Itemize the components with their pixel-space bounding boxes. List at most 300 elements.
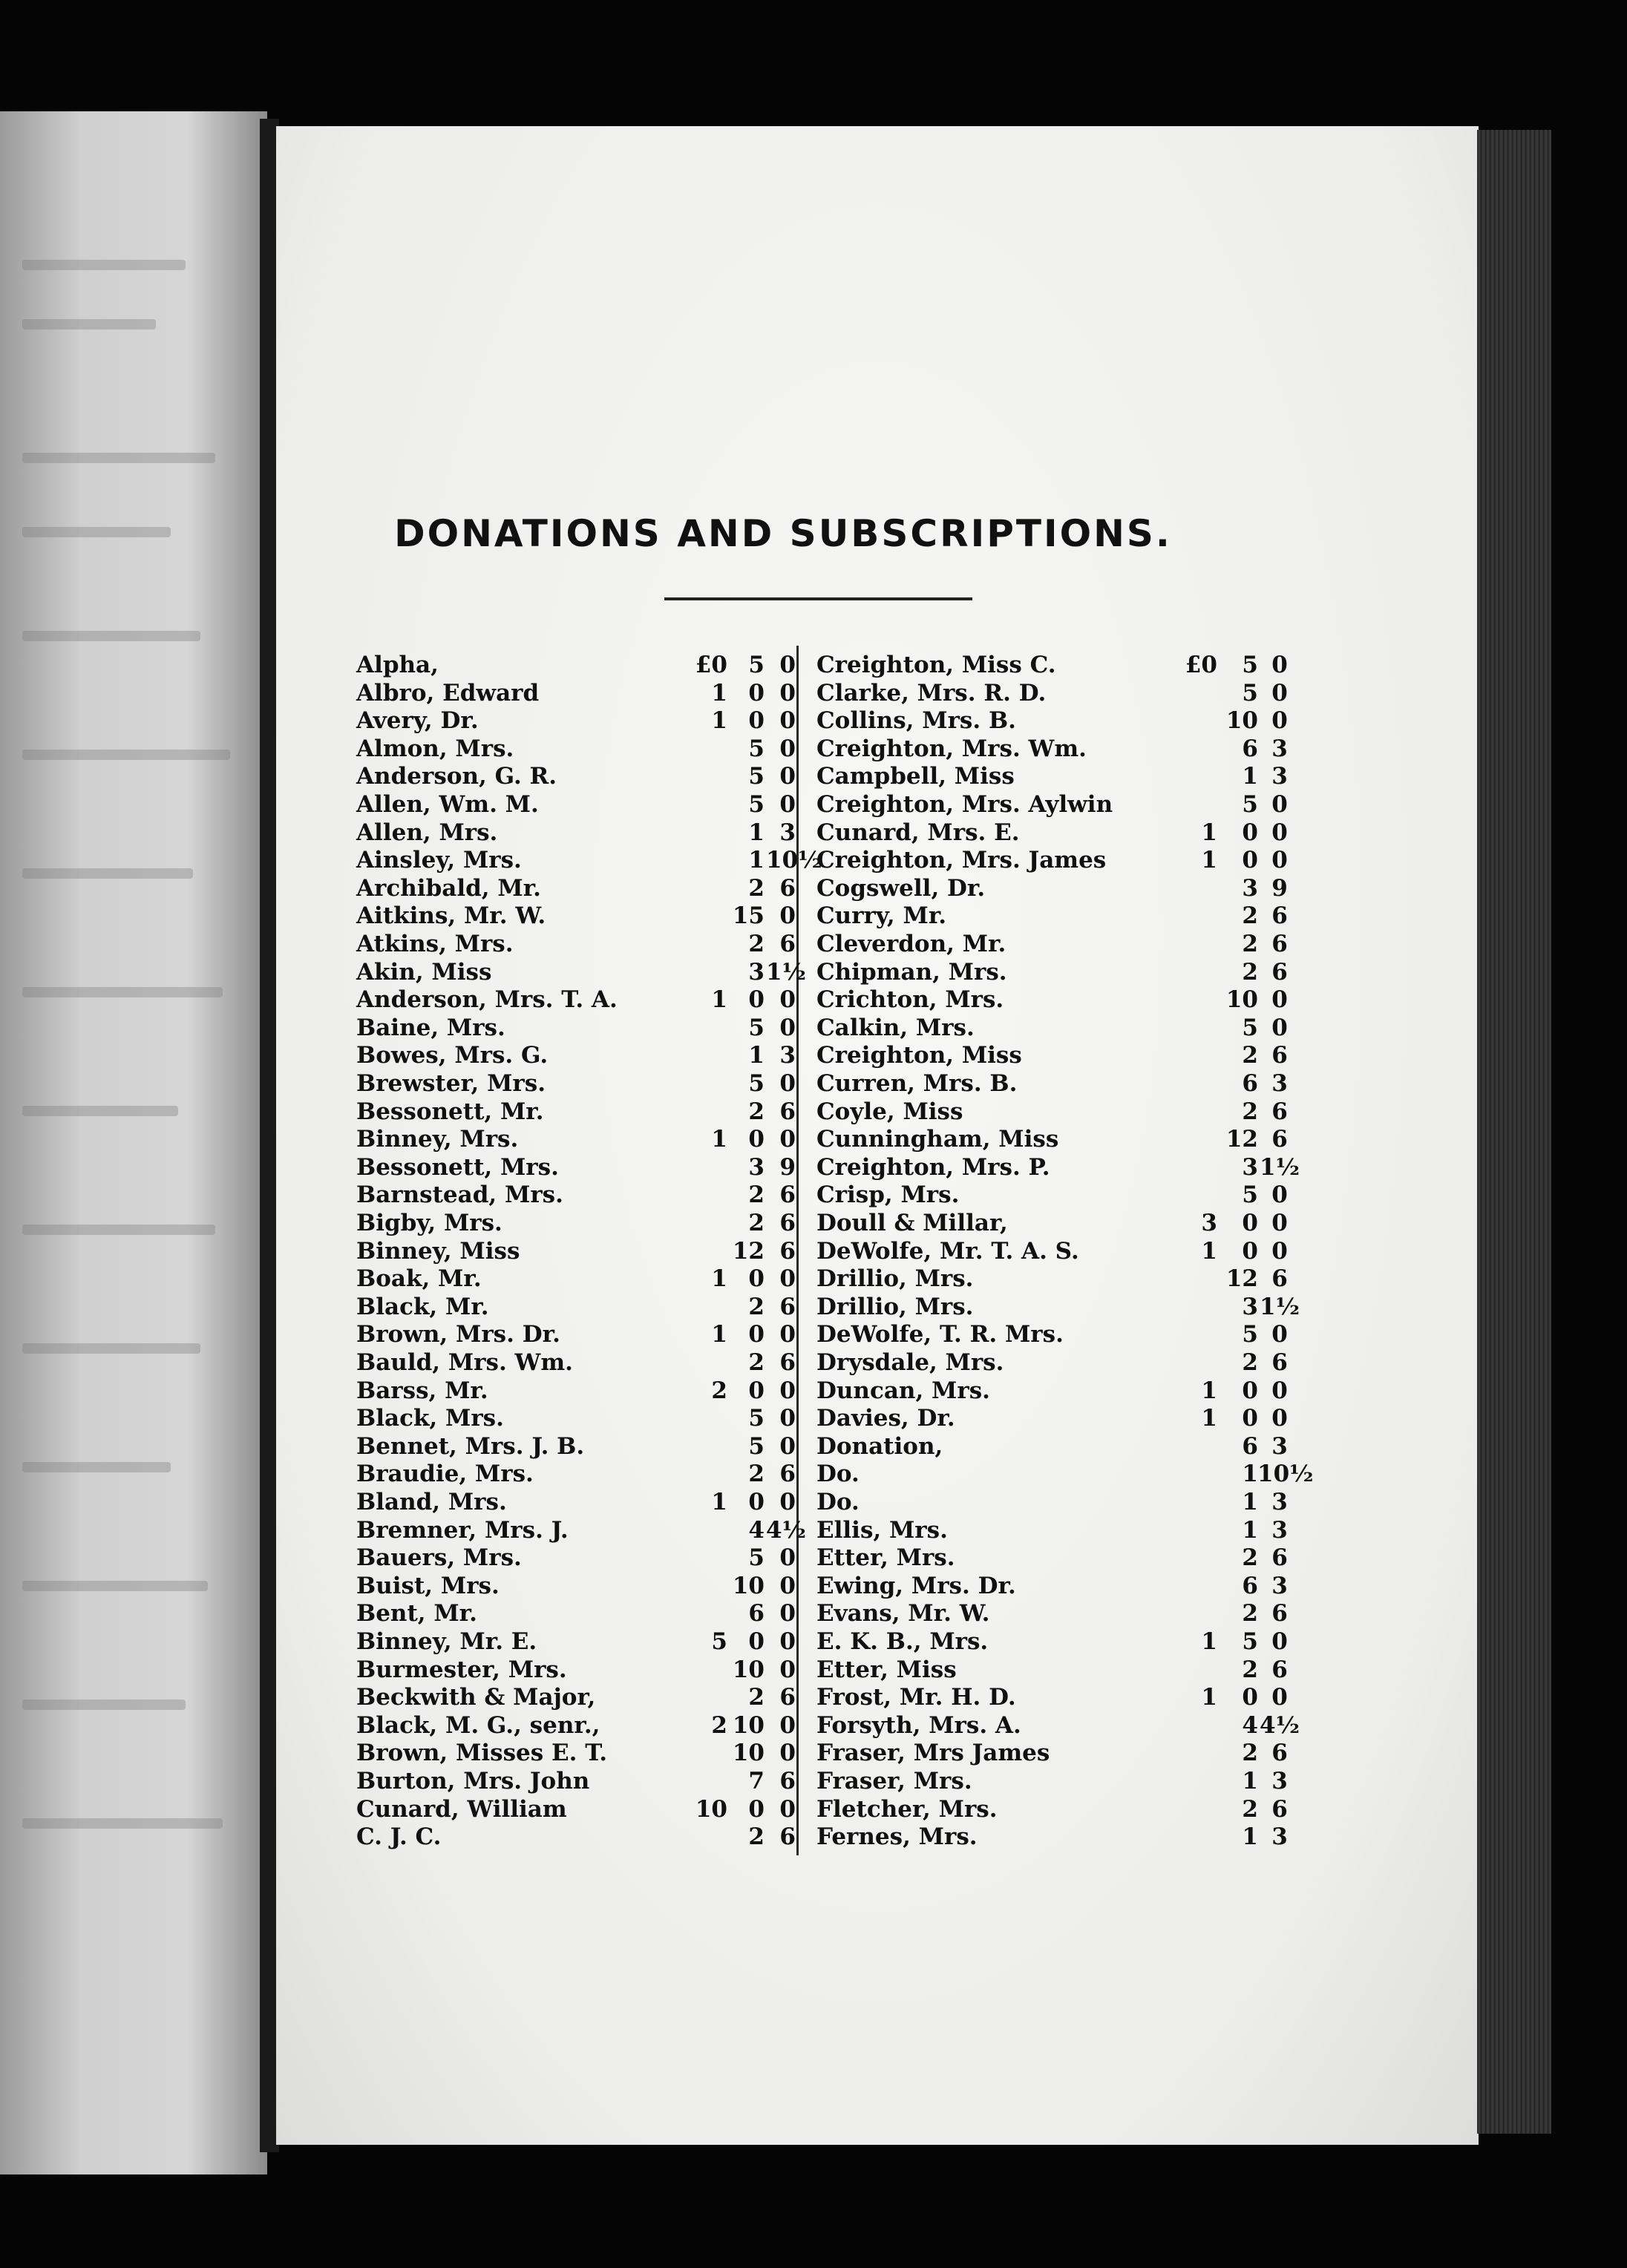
amount-shillings: 2 — [748, 1181, 765, 1209]
amount-pence: 0 — [1271, 707, 1288, 735]
donation-entry — [356, 875, 802, 902]
amount-pence: 3 — [1271, 1768, 1288, 1795]
amount-shillings: 6 — [748, 1600, 765, 1628]
amount-pence: 6 — [1271, 1544, 1288, 1572]
amount-shillings: 1 — [748, 819, 765, 846]
amount-shillings: 0 — [1242, 1405, 1258, 1432]
amount-pounds: 10 — [695, 1795, 727, 1823]
donor-name: Black, Mr. — [356, 1293, 489, 1320]
donor-name: Calkin, Mrs. — [816, 1014, 975, 1041]
amount-shillings: 12 — [732, 1237, 765, 1265]
amount-shillings: 5 — [748, 1405, 765, 1432]
amount-shillings: 10 — [732, 1656, 765, 1683]
amount-pence: 6 — [1271, 1600, 1288, 1628]
donor-name: Forsyth, Mrs. A. — [816, 1711, 1021, 1739]
amount-shillings: 4 — [748, 1516, 765, 1544]
amount-pence: 1½ — [1260, 1153, 1300, 1181]
amount-pence: 6 — [779, 1210, 796, 1236]
amount-pence: 0 — [779, 1126, 796, 1153]
amount-shillings: 10 — [732, 1740, 765, 1767]
donor-name: Anderson, Mrs. T. A. — [356, 986, 618, 1014]
amount-pounds: 2 — [711, 1377, 727, 1404]
amount-shillings: 5 — [1242, 652, 1258, 678]
donation-entry — [816, 763, 1288, 790]
amount-pence: 3 — [1271, 735, 1288, 762]
amount-shillings: 6 — [1242, 1070, 1258, 1097]
amount-pounds: £0 — [1185, 652, 1217, 678]
donor-name: Binney, Mr. E. — [356, 1628, 537, 1655]
amount-shillings: 6 — [1242, 1572, 1258, 1599]
amount-pence: 0 — [779, 1795, 796, 1823]
donation-entry — [816, 1070, 1288, 1097]
amount-shillings: 0 — [1242, 1210, 1258, 1236]
donor-name: Almon, Mrs. — [356, 735, 514, 762]
amount-shillings: 5 — [748, 763, 765, 790]
amount-shillings: 2 — [1242, 958, 1258, 986]
amount-pence: 0 — [779, 1014, 796, 1041]
amount-pence: 3 — [1271, 1432, 1288, 1460]
amount-pence: 6 — [1271, 1126, 1288, 1153]
amount-pence: 6 — [1271, 958, 1288, 986]
amount-pence: 6 — [1271, 1740, 1288, 1767]
donor-name: Allen, Mrs. — [356, 819, 498, 846]
donation-entry — [356, 791, 802, 818]
donation-entry — [816, 1432, 1288, 1460]
amount-shillings: 2 — [748, 1823, 765, 1851]
amount-pence: 4½ — [1260, 1711, 1300, 1739]
donation-entry — [356, 1461, 802, 1487]
amount-shillings: 5 — [1242, 1321, 1258, 1348]
donation-entry — [356, 1405, 802, 1432]
amount-shillings: 0 — [1242, 1684, 1258, 1711]
amount-pence: 3 — [779, 819, 796, 846]
donation-entry — [816, 1098, 1288, 1125]
donation-entry — [356, 1684, 802, 1711]
amount-shillings: 1 — [748, 847, 765, 874]
amount-shillings: 0 — [1242, 819, 1258, 846]
amount-shillings: 10 — [732, 1572, 765, 1599]
amount-shillings: 2 — [1242, 1656, 1258, 1683]
amount-shillings: 0 — [748, 1628, 765, 1655]
donor-name: Creighton, Miss C. — [816, 652, 1056, 678]
amount-pence: 6 — [779, 1293, 796, 1320]
donor-name: Albro, Edward — [356, 679, 540, 707]
amount-pounds: 3 — [1201, 1210, 1217, 1236]
donation-entry — [816, 1210, 1288, 1236]
amount-pence: 0 — [1271, 1237, 1288, 1265]
donor-name: Creighton, Miss — [816, 1042, 1022, 1069]
donor-name: Drillio, Mrs. — [816, 1293, 974, 1320]
donor-name: Bauers, Mrs. — [356, 1544, 522, 1572]
donor-name: Binney, Mrs. — [356, 1126, 519, 1153]
amount-shillings: 5 — [1242, 1181, 1258, 1209]
donation-entry — [356, 819, 802, 846]
amount-pence: 1½ — [766, 958, 806, 986]
donor-name: Ewing, Mrs. Dr. — [816, 1572, 1016, 1599]
donor-name: Barnstead, Mrs. — [356, 1181, 563, 1209]
donor-name: Collins, Mrs. B. — [816, 707, 1016, 735]
amount-shillings: 2 — [1242, 931, 1258, 957]
amount-pounds: 5 — [711, 1628, 727, 1655]
donor-name: Fletcher, Mrs. — [816, 1795, 998, 1823]
amount-shillings: 7 — [748, 1768, 765, 1795]
amount-shillings: 3 — [1242, 1293, 1258, 1320]
donor-name: Fraser, Mrs James — [816, 1740, 1050, 1767]
amount-pence: 0 — [1271, 847, 1288, 874]
donation-entry — [816, 874, 1288, 902]
donation-entry — [816, 1042, 1288, 1069]
donor-name: Bauld, Mrs. Wm. — [356, 1349, 573, 1376]
donor-name: Buist, Mrs. — [356, 1572, 500, 1599]
amount-pence: 6 — [779, 931, 796, 957]
amount-shillings: 5 — [1242, 791, 1258, 818]
donation-entry — [356, 1210, 802, 1236]
donation-entry — [816, 1684, 1288, 1711]
donation-entry — [816, 1265, 1288, 1293]
donor-name: Brown, Mrs. Dr. — [356, 1321, 560, 1348]
amount-shillings: 0 — [748, 707, 765, 735]
donation-entry — [356, 902, 802, 929]
amount-pence: 0 — [779, 1740, 796, 1767]
donor-name: Cogswell, Dr. — [816, 874, 986, 902]
amount-pence: 0 — [779, 1377, 796, 1404]
amount-pence: 0 — [779, 1265, 796, 1293]
amount-pence: 3 — [1271, 1516, 1288, 1544]
donation-entry — [356, 1377, 802, 1404]
donor-name: Akin, Miss — [356, 958, 492, 986]
amount-pence: 6 — [779, 1461, 796, 1488]
donation-entry — [816, 1153, 1300, 1181]
donor-name: Avery, Dr. — [356, 707, 479, 735]
amount-pounds: 1 — [711, 679, 727, 707]
donation-entry — [816, 1489, 1288, 1515]
amount-shillings: 5 — [748, 1070, 765, 1097]
amount-pounds: 1 — [711, 707, 727, 735]
donation-entry — [816, 902, 1288, 930]
amount-shillings: 1 — [1242, 1516, 1258, 1544]
donation-entry — [356, 1181, 802, 1208]
amount-pence: 0 — [779, 986, 796, 1014]
amount-pounds: £0 — [695, 652, 727, 678]
donation-entry — [356, 986, 802, 1013]
donation-entry — [356, 1489, 802, 1515]
donation-entry — [356, 1796, 802, 1823]
donor-name: Bennet, Mrs. J. B. — [356, 1432, 585, 1460]
amount-pence: 0 — [1271, 1628, 1288, 1655]
amount-pence: 6 — [1271, 1795, 1288, 1823]
donor-name: Bowes, Mrs. G. — [356, 1042, 549, 1069]
donation-entry — [816, 1126, 1288, 1153]
donation-entry — [816, 1600, 1288, 1628]
donation-entry — [816, 1461, 1314, 1488]
amount-pence: 4½ — [766, 1516, 806, 1544]
amount-pence: 0 — [1271, 1684, 1288, 1711]
donor-name: Boak, Mr. — [356, 1265, 482, 1293]
amount-pence: 0 — [779, 735, 796, 762]
donor-name: Donation, — [816, 1432, 943, 1460]
donor-name: Curren, Mrs. B. — [816, 1070, 1018, 1097]
amount-shillings: 2 — [1242, 1349, 1258, 1376]
amount-shillings: 2 — [1242, 1544, 1258, 1572]
donor-name: Bigby, Mrs. — [356, 1210, 502, 1236]
amount-pounds: 1 — [1201, 847, 1217, 874]
donation-entry — [816, 1823, 1288, 1851]
donor-name: Do. — [816, 1461, 860, 1488]
amount-pence: 0 — [779, 652, 796, 678]
amount-pence: 0 — [779, 791, 796, 818]
amount-shillings: 6 — [1242, 1432, 1258, 1460]
donor-name: Creighton, Mrs. James — [816, 847, 1107, 874]
amount-pence: 0 — [779, 1405, 796, 1432]
amount-shillings: 1 — [1242, 763, 1258, 790]
amount-pence: 0 — [779, 1656, 796, 1683]
amount-pounds: 1 — [711, 1126, 727, 1153]
donation-entry — [356, 1433, 802, 1460]
amount-shillings: 5 — [1242, 1628, 1258, 1655]
donor-name: Frost, Mr. H. D. — [816, 1684, 1016, 1711]
donation-entry — [356, 1516, 806, 1544]
amount-pence: 0 — [779, 1489, 796, 1515]
amount-pounds: 1 — [711, 986, 727, 1014]
donation-entry — [816, 1293, 1300, 1320]
amount-pence: 10½ — [1257, 1461, 1314, 1488]
amount-pence: 6 — [779, 1349, 796, 1376]
donation-entry — [356, 1656, 802, 1683]
amount-shillings: 15 — [732, 902, 765, 930]
amount-shillings: 5 — [748, 791, 765, 818]
amount-shillings: 0 — [1242, 1377, 1258, 1404]
amount-pence: 0 — [1271, 1377, 1288, 1404]
amount-pounds: 1 — [1201, 1628, 1217, 1655]
donation-entry — [356, 1768, 802, 1795]
amount-pence: 3 — [1271, 1572, 1288, 1599]
donor-name: Fernes, Mrs. — [816, 1823, 978, 1851]
donor-name: Allen, Wm. M. — [356, 791, 539, 818]
donor-name: Coyle, Miss — [816, 1098, 963, 1125]
donor-name: Evans, Mr. W. — [816, 1600, 990, 1628]
donation-entry — [356, 1238, 802, 1265]
amount-pence: 6 — [779, 874, 796, 902]
amount-pounds: 1 — [1201, 819, 1217, 846]
donor-name: DeWolfe, T. R. Mrs. — [816, 1321, 1064, 1348]
donor-name: Duncan, Mrs. — [816, 1377, 990, 1404]
donor-name: Do. — [816, 1489, 860, 1515]
donation-entry — [816, 652, 1288, 678]
amount-shillings: 2 — [748, 931, 765, 957]
donation-entry — [816, 735, 1288, 762]
donation-entry — [816, 958, 1288, 986]
donation-entry — [356, 1042, 802, 1069]
amount-shillings: 0 — [748, 1265, 765, 1293]
donation-entry — [816, 1795, 1288, 1823]
donor-name: Etter, Mrs. — [816, 1544, 955, 1572]
donor-name: Clarke, Mrs. R. D. — [816, 679, 1047, 707]
amount-shillings: 0 — [748, 986, 765, 1014]
amount-pence: 10½ — [766, 847, 822, 874]
donation-entry — [356, 1126, 802, 1153]
donor-name: Aitkins, Mr. W. — [356, 902, 546, 930]
donation-entry — [816, 1572, 1288, 1599]
amount-shillings: 2 — [1242, 902, 1258, 930]
amount-shillings: 0 — [748, 1795, 765, 1823]
amount-pence: 0 — [779, 1711, 796, 1739]
donation-entry — [356, 1740, 802, 1766]
amount-pence: 6 — [1271, 902, 1288, 930]
amount-shillings: 5 — [748, 1014, 765, 1041]
donation-entry — [356, 931, 802, 957]
donation-entry — [816, 1014, 1288, 1041]
donation-entry — [816, 1768, 1288, 1795]
donation-entry — [356, 1544, 802, 1571]
donor-name: Bremner, Mrs. J. — [356, 1516, 569, 1544]
donor-name: Ainsley, Mrs. — [356, 847, 522, 874]
amount-shillings: 5 — [748, 1544, 765, 1572]
amount-pence: 3 — [1271, 763, 1288, 790]
amount-pounds: 1 — [1201, 1237, 1217, 1265]
donation-entry — [816, 1740, 1288, 1767]
amount-shillings: 10 — [1225, 707, 1258, 735]
amount-shillings: 3 — [748, 958, 765, 986]
donation-entry — [816, 1377, 1288, 1404]
donation-entry — [356, 1628, 802, 1655]
amount-shillings: 1 — [1242, 1823, 1258, 1851]
donation-entry — [816, 1711, 1300, 1739]
amount-shillings: 10 — [1225, 986, 1258, 1014]
page-edges — [1477, 130, 1551, 2134]
donor-name: Bland, Mrs. — [356, 1489, 507, 1515]
donation-entry — [816, 1656, 1288, 1683]
donation-entry — [816, 931, 1288, 957]
donor-name: Fraser, Mrs. — [816, 1768, 972, 1795]
amount-shillings: 10 — [732, 1711, 765, 1739]
donation-entry — [356, 1015, 802, 1041]
amount-pence: 0 — [779, 902, 796, 930]
amount-shillings: 3 — [1242, 1153, 1258, 1181]
amount-pounds: 1 — [711, 1265, 727, 1293]
amount-pence: 3 — [1271, 1070, 1288, 1097]
donation-entry — [356, 958, 806, 986]
amount-shillings: 1 — [748, 1042, 765, 1069]
amount-shillings: 2 — [748, 1349, 765, 1376]
amount-pounds: 1 — [1201, 1405, 1217, 1432]
amount-pence: 3 — [1271, 1489, 1288, 1515]
amount-shillings: 1 — [1242, 1768, 1258, 1795]
donation-entry — [356, 680, 802, 707]
donor-name: Bent, Mr. — [356, 1600, 477, 1628]
donor-name: Cunard, William — [356, 1795, 567, 1823]
donor-name: Bessonett, Mrs. — [356, 1153, 559, 1181]
donor-name: Cleverdon, Mr. — [816, 931, 1006, 957]
donor-name: Burmester, Mrs. — [356, 1656, 567, 1683]
amount-pence: 0 — [1271, 791, 1288, 818]
amount-pounds: 1 — [1201, 1684, 1217, 1711]
donor-name: DeWolfe, Mr. T. A. S. — [816, 1237, 1079, 1265]
donation-entry — [356, 1154, 802, 1181]
donor-name: Atkins, Mrs. — [356, 931, 514, 957]
donation-entry — [356, 707, 802, 734]
donation-entry — [356, 1823, 802, 1850]
donor-name: Campbell, Miss — [816, 763, 1015, 790]
amount-shillings: 5 — [748, 735, 765, 762]
amount-pounds: 2 — [711, 1711, 727, 1739]
donor-name: Barss, Mr. — [356, 1377, 488, 1404]
donation-entry — [816, 986, 1288, 1014]
title-rule — [664, 597, 972, 600]
donor-name: Brown, Misses E. T. — [356, 1740, 608, 1767]
amount-shillings: 12 — [1225, 1265, 1258, 1293]
donor-name: Creighton, Mrs. Aylwin — [816, 791, 1113, 818]
amount-pounds: 1 — [1201, 1377, 1217, 1404]
donation-entry — [356, 652, 802, 678]
donor-name: Etter, Miss — [816, 1656, 957, 1683]
amount-shillings: 1 — [1242, 1461, 1258, 1488]
donor-name: Crichton, Mrs. — [816, 986, 1004, 1014]
donation-entry — [356, 1265, 802, 1292]
donation-entry — [356, 735, 802, 762]
amount-shillings: 5 — [1242, 1014, 1258, 1041]
amount-pence: 3 — [779, 1042, 796, 1069]
donation-entry — [816, 1349, 1288, 1376]
amount-pence: 0 — [779, 1432, 796, 1460]
donor-name: Brewster, Mrs. — [356, 1070, 546, 1097]
donor-name: Creighton, Mrs. Wm. — [816, 735, 1087, 762]
amount-pence: 0 — [1271, 652, 1288, 678]
amount-pence: 6 — [779, 1768, 796, 1795]
amount-shillings: 2 — [1242, 1098, 1258, 1125]
donor-name: Cunningham, Miss — [816, 1126, 1059, 1153]
donation-entry — [356, 1294, 802, 1320]
amount-pence: 1½ — [1260, 1293, 1300, 1320]
donation-entry — [816, 1628, 1288, 1655]
donor-name: Doull & Millar, — [816, 1210, 1008, 1236]
amount-pence: 6 — [779, 1684, 796, 1711]
donation-entry — [816, 679, 1288, 707]
donor-name: Binney, Miss — [356, 1237, 520, 1265]
donation-entry — [356, 1349, 802, 1376]
amount-pence: 0 — [779, 1544, 796, 1572]
amount-shillings: 0 — [748, 1321, 765, 1348]
amount-shillings: 2 — [748, 1684, 765, 1711]
donation-entry — [816, 791, 1288, 818]
donation-entry — [816, 819, 1288, 846]
amount-shillings: 5 — [1242, 679, 1258, 707]
donor-name: Davies, Dr. — [816, 1405, 955, 1432]
amount-pence: 6 — [1271, 1098, 1288, 1125]
amount-pence: 6 — [1271, 1349, 1288, 1376]
amount-shillings: 2 — [748, 1461, 765, 1488]
amount-shillings: 0 — [748, 1126, 765, 1153]
donation-entry — [356, 1712, 802, 1739]
donation-entry — [816, 1405, 1288, 1432]
amount-shillings: 2 — [1242, 1600, 1258, 1628]
amount-shillings: 2 — [748, 1210, 765, 1236]
amount-pence: 0 — [1271, 1210, 1288, 1236]
donor-name: Braudie, Mrs. — [356, 1461, 534, 1488]
donation-entry — [816, 1181, 1288, 1209]
donor-name: Crisp, Mrs. — [816, 1181, 960, 1209]
donation-entry — [356, 1573, 802, 1599]
donation-entry — [356, 1070, 802, 1097]
amount-pence: 0 — [779, 707, 796, 735]
donor-name: Black, M. G., senr., — [356, 1711, 600, 1739]
amount-pounds: 1 — [711, 1489, 727, 1515]
amount-pence: 0 — [1271, 1014, 1288, 1041]
amount-shillings: 0 — [1242, 847, 1258, 874]
donor-name: Curry, Mr. — [816, 902, 947, 930]
amount-shillings: 2 — [1242, 1795, 1258, 1823]
amount-shillings: 0 — [1242, 1237, 1258, 1265]
amount-shillings: 6 — [1242, 735, 1258, 762]
